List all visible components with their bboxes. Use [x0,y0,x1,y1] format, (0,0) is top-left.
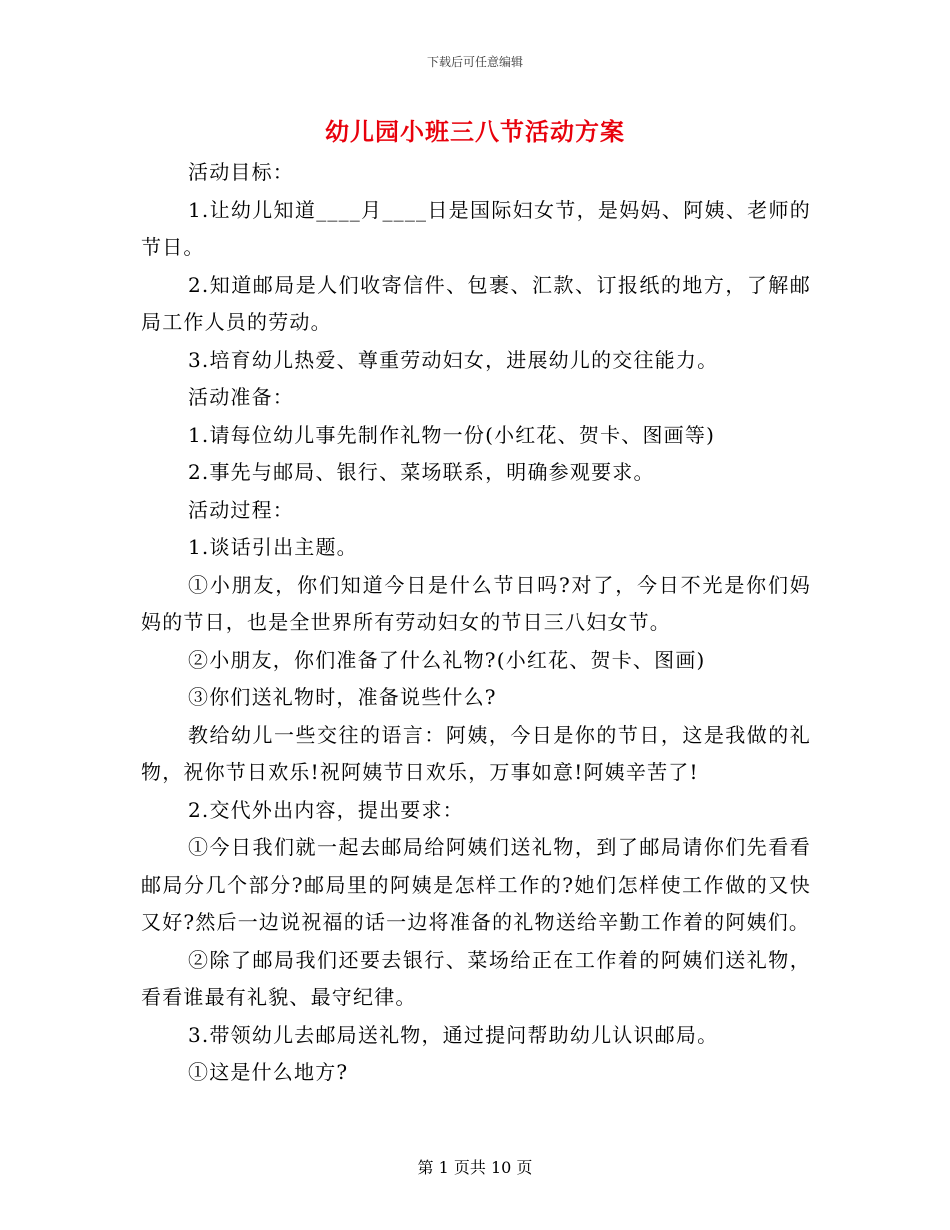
paragraph: 活动目标： [188,160,294,184]
page-header: 下载后可任意编辑 [426,55,523,69]
paragraph: 活动准备： [188,385,294,409]
paragraph: 3.培育幼儿热爱、尊重劳动妇女，进展幼儿的交往能力。 [188,347,719,372]
paragraph: 2.事先与邮局、银行、菜场联系，明确参观要求。 [188,460,655,484]
paragraph: ①小朋友，你们知道今日是什么节日吗?对了，今日不光是你们妈妈的节日，也是全世界所有劳动妇女的节日三八妇女节。 [141,572,811,634]
paragraph: ①这是什么地方? [188,1060,349,1084]
paragraph: 1.请每位幼儿事先制作礼物一份(小红花、贺卡、图画等) [188,422,716,447]
paragraph: ③你们送礼物时，准备说些什么? [188,685,497,709]
paragraph: ②小朋友，你们准备了什么礼物?(小红花、贺卡、图画) [188,647,706,672]
paragraph: 2.交代外出内容，提出要求： [188,797,464,822]
paragraph: 2.知道邮局是人们收寄信件、包裹、汇款、订报纸的地方，了解邮局工作人员的劳动。 [141,272,811,334]
page-footer: 第 1 页共 10 页 [417,1158,533,1177]
paragraph: 1.让幼儿知道____月____日是国际妇女节，是妈妈、阿姨、老师的节日。 [141,197,811,259]
paragraph: 教给幼儿一些交往的语言：阿姨，今日是你的节日，这是我做的礼物，祝你节日欢乐!祝阿姨节日欢乐，万事如意!阿姨辛苦了! [141,722,811,784]
paragraph: ②除了邮局我们还要去银行、菜场给正在工作着的阿姨们送礼物，看看谁最有礼貌、最守纪律。 [141,947,811,1009]
document-body [141,154,811,1092]
document-title: 幼儿园小班三八节活动方案 [325,117,625,146]
paragraph: 3.带领幼儿去邮局送礼物，通过提问帮助幼儿认识邮局。 [188,1022,719,1047]
paragraph: ①今日我们就一起去邮局给阿姨们送礼物，到了邮局请你们先看看邮局分几个部分?邮局里的阿姨是怎样工作的?她们怎样使工作做的又快又好?然后一边说祝福的话一边将准备的礼物送给辛勤工作着的阿姨们。 [141,835,811,934]
paragraph: 1.谈话引出主题。 [188,535,358,559]
paragraph: 活动过程： [188,497,294,522]
